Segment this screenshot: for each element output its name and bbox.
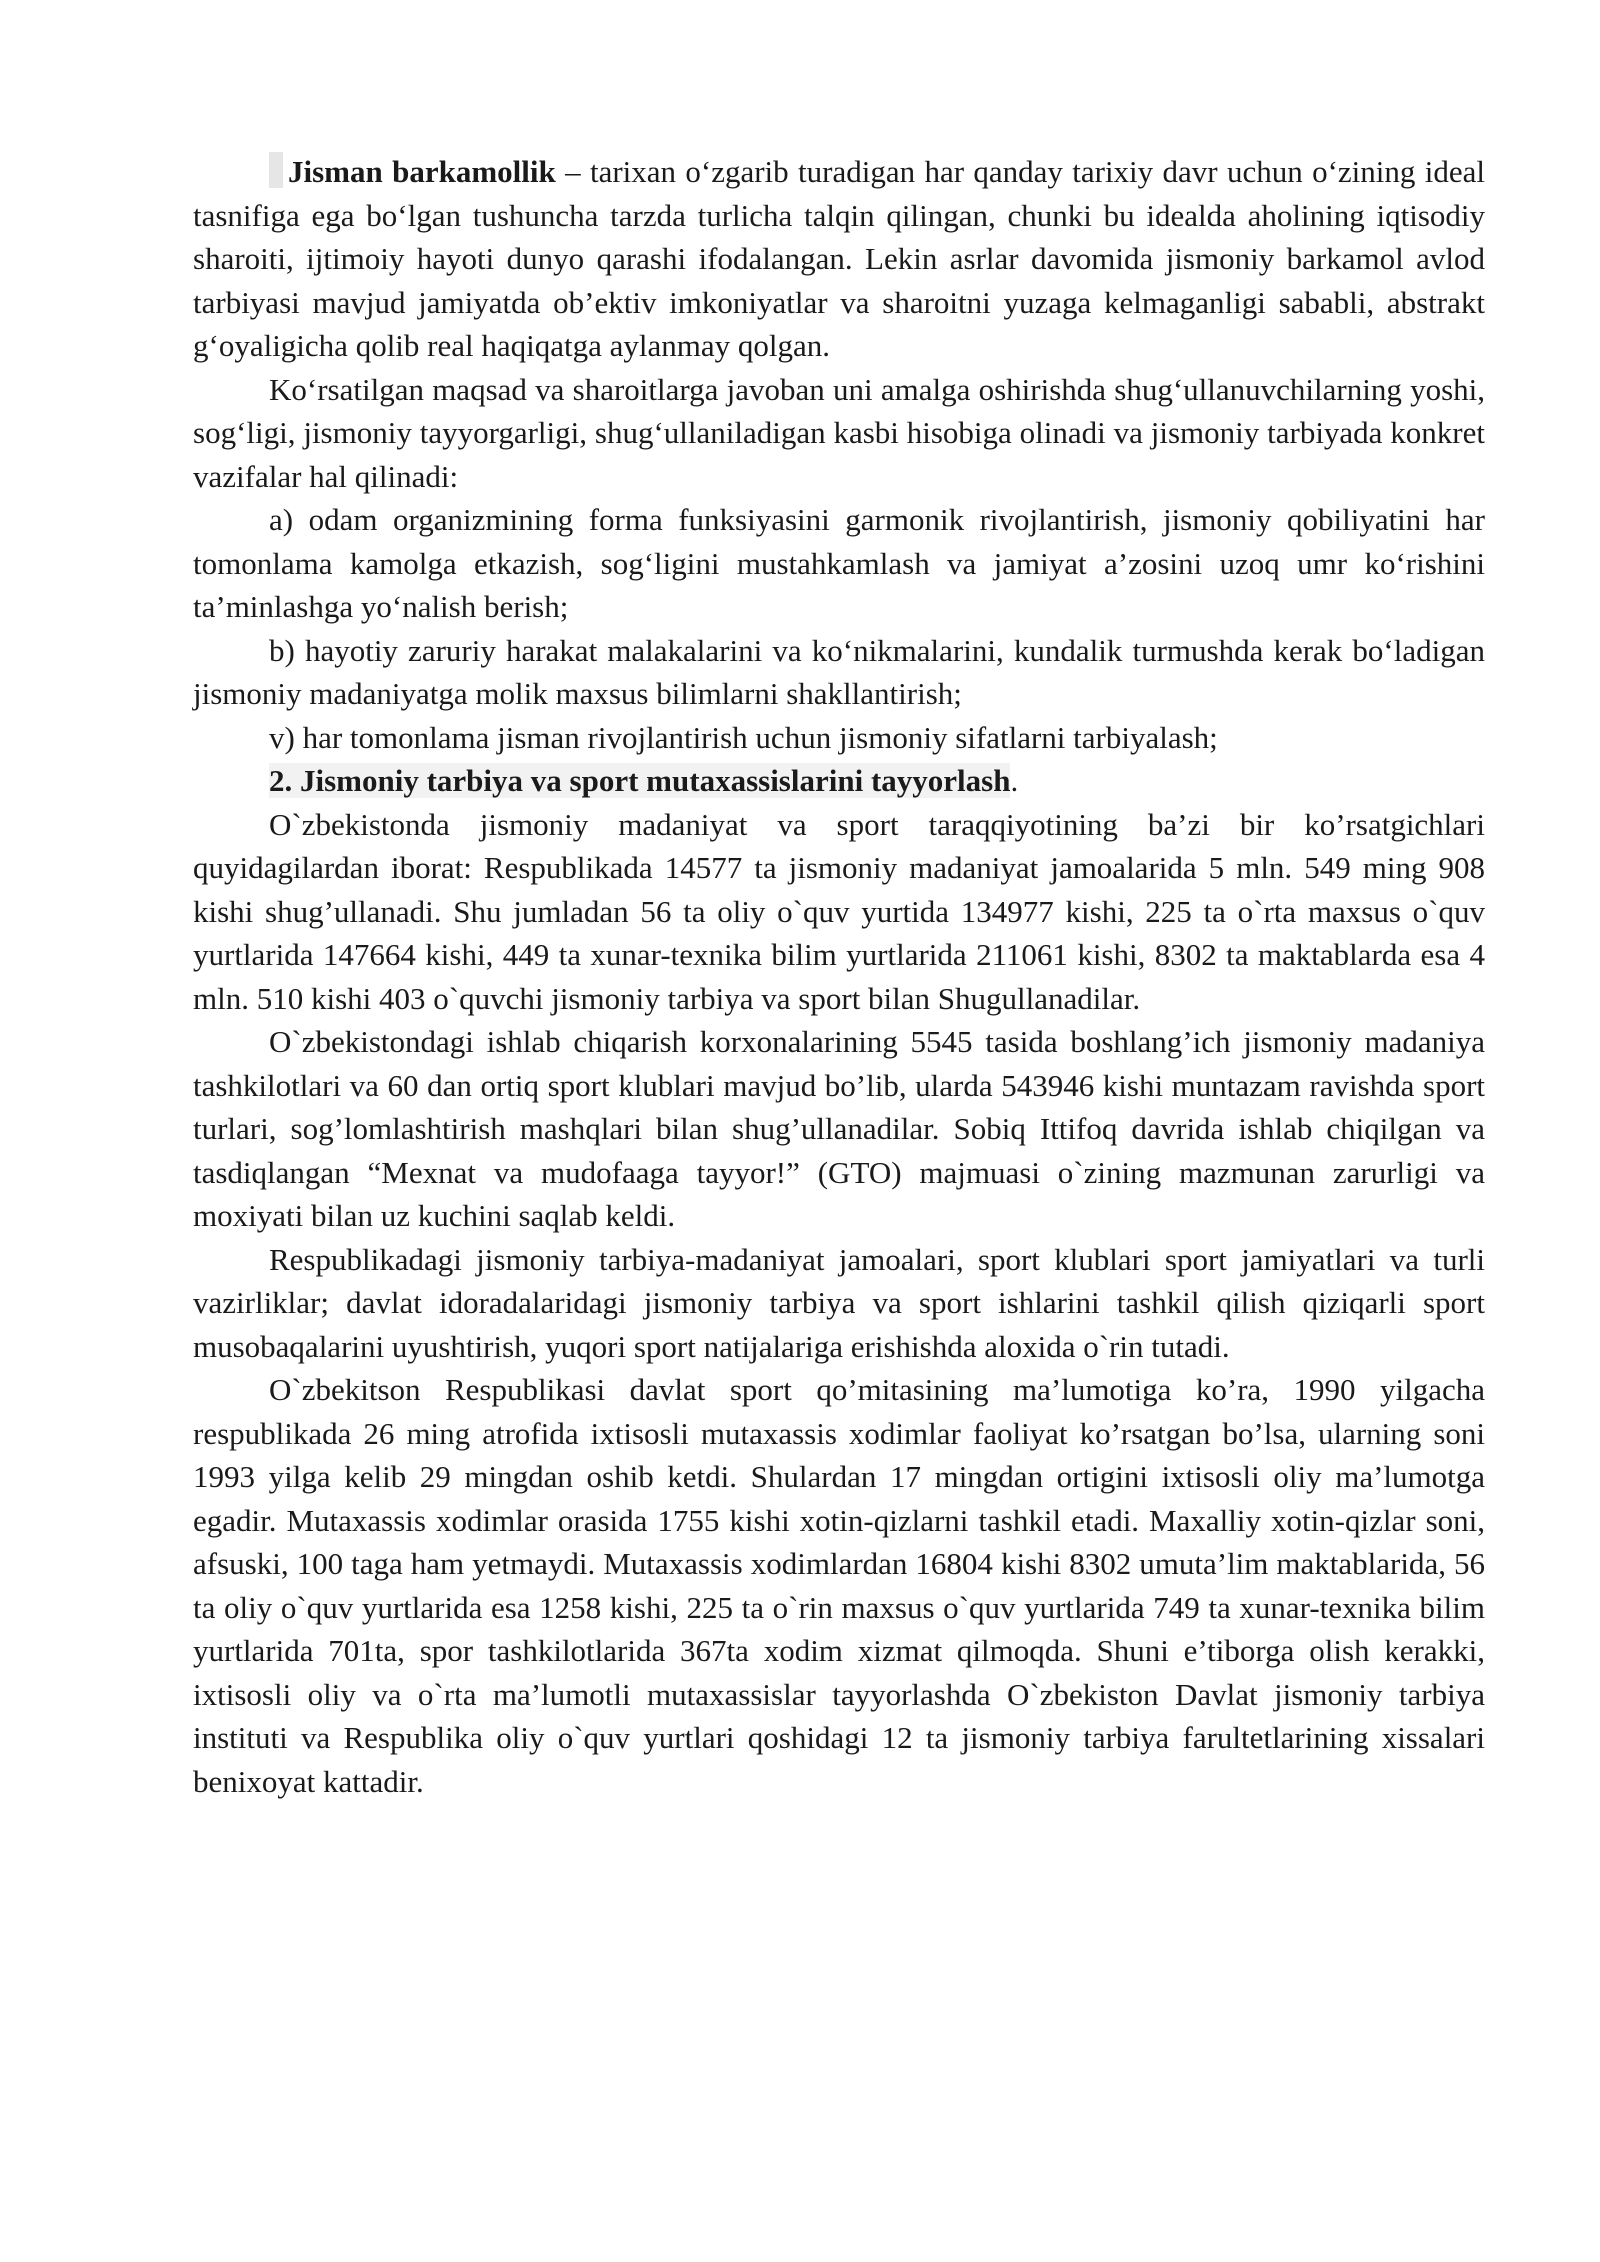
section-heading	[193, 759, 1485, 803]
list-item-b: b) hayotiy zaruriy harakat malakalarini va ko‘nikmalarini, kundalik turmushda kerak bo‘ladigan jismoniy madaniyatga molik maxsus bilimlarni shakllantirish;	[193, 632, 1485, 711]
document-page	[193, 150, 1485, 1803]
list-item-a: a) odam organizmining forma funksiyasini garmonik rivojlantirish, jismoniy qobiliyatini har tomonlama kamolga etkazish, sog‘ligini mustahkamlash va jamiyat a’zosini uzoq umr ko‘rishini ta’minlashga yo‘nalish berish;	[193, 502, 1485, 624]
defined-term: Jisman barkamollik	[288, 154, 556, 189]
indent-marker	[193, 150, 288, 194]
section-heading-dot: .	[1010, 763, 1019, 798]
paragraph-definition	[193, 150, 1485, 368]
definition-text: – tarixan o‘zgarib turadigan har qanday tarixiy davr uchun o‘zining ideal tasnifiga ega bo‘lgan tushuncha tarzda turlicha talqin qilingan, chunki bu idealda aholining iqtisodiy sharoiti, ijtimoiy hayoti dunyo qarashi ifodalangan. Lekin asrlar davomida jismoniy barkamol avlod tarbiyasi mavjud jamiyatda ob’ektiv imkoniyatlar va sharoitni yuzaga kelmaganligi sababli, abstrakt g‘oyaligicha qolib real haqiqatga aylanmay qolgan.	[193, 154, 1485, 363]
paragraph-statistics: O`zbekistonda jismoniy madaniyat va sport taraqqiyotining ba’zi bir ko’rsatgichlari quyidagilardan iborat: Respublikada 14577 ta jismoniy madaniyat jamoalarida 5 mln. 549 ming 908 kishi shug’ullanadi. Shu jumladan 56 ta oliy o`quv yurtida 134977 kishi, 225 ta o`rta maxsus o`quv yurtlarida 147664 kishi, 449 ta xunar-texnika bilim yurtlarida 211061 kishi, 8302 ta maktablarda esa 4 mln. 510 kishi 403 o`quvchi jismoniy tarbiya va sport bilan Shugullanadilar.	[193, 806, 1485, 1016]
paragraph-tasks-intro: Ko‘rsatilgan maqsad va sharoitlarga javoban uni amalga oshirishda shug‘ullanuvchilarning yoshi, sog‘ligi, jismoniy tayyorgarligi, shug‘ullaniladigan kasbi hisobiga olinadi va jismoniy tarbiyada konkret vazifalar hal qilinadi:	[193, 371, 1485, 494]
list-item-v: v) har tomonlama jisman rivojlantirish uchun jismoniy sifatlarni tarbiyalash;	[269, 719, 1218, 755]
paragraph-specialists: O`zbekitson Respublikasi davlat sport qo’mitasining ma’lumotiga ko’ra, 1990 yilgacha respublikada 26 ming atrofida ixtisosli mutaxassis xodimlar faoliyat ko’rsatgan bo’lsa, ularning soni 1993 yilga kelib 29 mingdan oshib ketdi. Shulardan 17 mingdan ortigini ixtisosli oliy ma’lumotga egadir. Mutaxassis xodimlar orasida 1755 kishi xotin-qizlarni tashkil etadi. Maxalliy xotin-qizlar soni, afsuski, 100 taga ham yetmaydi. Mutaxassis xodimlardan 16804 kishi 8302 umuta’lim maktablarida, 56 ta oliy o`quv yurtlarida esa 1258 kishi, 225 ta o`rin maxsus o`quv yurtlarida 749 ta xunar-texnika bilim yurtlarida 701ta, spor tashkilotlarida 367ta xodim xizmat qilmoqda. Shuni e’tiborga olish kerakki, ixtisosli oliy va o`rta ma’lumotli mutaxassislar tayyorlashda O`zbekiston Davlat jismoniy tarbiya instituti va Respublika oliy o`quv yurtlari qoshidagi 12 ta jismoniy tarbiya farultetlarining xissalari benixoyat kattadir.	[193, 1372, 1485, 1799]
selection-highlight	[269, 152, 283, 188]
paragraph-enterprises: O`zbekistondagi ishlab chiqarish korxonalarining 5545 tasida boshlang’ich jismoniy madaniya tashkilotlari va 60 dan ortiq sport klublari mavjud bo’lib, ularda 543946 kishi muntazam ravishda sport turlari, sog’lomlashtirish mashqlari bilan shug’ullanadilar. Sobiq Ittifoq davrida ishlab chiqilgan va tasdiqlangan “Mexnat va mudofaaga tayyor!” (GTO) majmuasi o`zining mazmunan zarurligi va moxiyati bilan uz kuchini saqlab keldi.	[193, 1024, 1485, 1233]
paragraph-organizations: Respublikadagi jismoniy tarbiya-madaniyat jamoalari, sport klublari sport jamiyatlari va turli vazirliklar; davlat idoradalaridagi jismoniy tarbiya va sport ishlarini tashkil qilish qiziqarli sport musobaqalarini uyushtirish, yuqori sport natijalariga erishishda aloxida o`rin tutadi.	[193, 1241, 1485, 1364]
section-heading-title: 2. Jismoniy tarbiya va sport mutaxassislarini tayyorlash	[269, 763, 1011, 798]
